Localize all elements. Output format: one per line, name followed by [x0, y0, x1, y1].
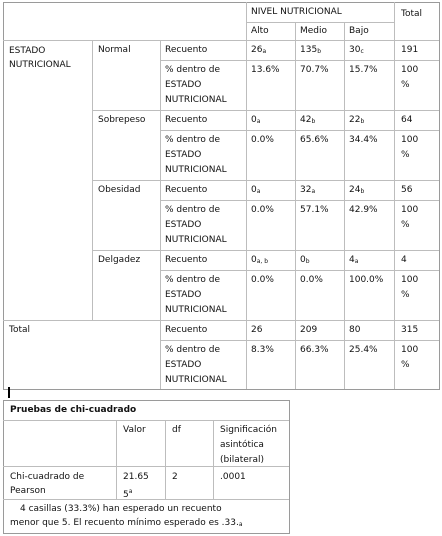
group-sobrepeso-count-2-value: 22: [349, 115, 361, 125]
group-normal-stat-pct-line1: % dentro de: [165, 65, 221, 75]
chi-header-sig-line1: Significación: [220, 425, 277, 435]
total-row-stat-pct-line3: NUTRICIONAL: [165, 375, 227, 385]
group-delgadez-stat-pct-line3: NUTRICIONAL: [165, 305, 227, 315]
group-delgadez-count-2-subscript: a: [354, 258, 359, 265]
total-row-count-1: 209: [300, 325, 318, 335]
grid-line: [394, 2, 395, 40]
grid-line: [92, 110, 439, 111]
chi-row-label-line1: Chi-cuadrado de: [10, 472, 85, 482]
grid-line: [92, 250, 439, 251]
chi-header-sig-line2: asintótica: [220, 440, 264, 450]
group-normal-stat-pct-line3: NUTRICIONAL: [165, 95, 227, 105]
chi-footnote-line2-subscript: a: [238, 521, 243, 528]
grid-line: [344, 40, 345, 389]
chi-header-valor: Valor: [123, 425, 146, 435]
grid-line: [160, 270, 439, 271]
chi-header-df: df: [172, 425, 181, 435]
grid-line: [3, 420, 289, 421]
grid-line: [246, 40, 247, 389]
text-cursor: [8, 387, 10, 398]
group-normal-count-0-value: 26: [251, 45, 263, 55]
group-delgadez-stat-pct-line1: % dentro de: [165, 275, 221, 285]
chi-valor-line2-subscript: a: [128, 488, 133, 495]
group-obesidad-pct-0: 0.0%: [251, 205, 274, 215]
grid-line: [246, 22, 394, 23]
row-variable-label-line1: ESTADO: [9, 46, 46, 56]
group-label-obesidad: Obesidad: [98, 185, 141, 195]
chi-footnote-line2-value: menor que 5. El recuento mínimo esperado es .33.: [10, 518, 239, 528]
group-normal-stat-pct-line2: ESTADO: [165, 80, 202, 90]
total-row-count-2: 80: [349, 325, 361, 335]
grid-line: [160, 40, 161, 389]
header-bajo: Bajo: [349, 26, 369, 36]
group-delgadez-count-1: [300, 253, 310, 269]
total-row-stat-pct-line2: ESTADO: [165, 360, 202, 370]
group-obesidad-stat-pct-line3: NUTRICIONAL: [165, 235, 227, 245]
chi-valor-line2: [123, 484, 132, 503]
header-nivel-nutricional: NIVEL NUTRICIONAL: [251, 7, 342, 17]
group-normal-count-1-value: 135: [300, 45, 318, 55]
group-normal-pct-1: 70.7%: [300, 65, 329, 75]
group-delgadez-pct-1: 0.0%: [300, 275, 323, 285]
chi-square-title: Pruebas de chi-cuadrado: [10, 405, 137, 415]
group-normal-count-2-subscript: c: [360, 48, 364, 55]
group-delgadez-count-0: [251, 253, 268, 269]
group-sobrepeso-pct-0: 0.0%: [251, 135, 274, 145]
group-delgadez-count-2-value: 4: [349, 255, 355, 265]
group-label-normal: Normal: [98, 45, 131, 55]
total-row-pct-2: 25.4%: [349, 345, 378, 355]
chi-df-value: 2: [172, 472, 178, 482]
group-delgadez-count-0-value: 0: [251, 255, 257, 265]
row-variable-label-line2: NUTRICIONAL: [9, 60, 71, 70]
group-delgadez-count-1-subscript: b: [305, 258, 310, 265]
group-obesidad-pct-2: 42.9%: [349, 205, 378, 215]
grid-line: [116, 420, 117, 499]
total-row-pct-total-line1: 100: [401, 345, 419, 355]
group-sobrepeso-count-1-value: 42: [300, 115, 312, 125]
group-delgadez-count-1-value: 0: [300, 255, 306, 265]
group-sobrepeso-pct-2: 34.4%: [349, 135, 378, 145]
group-normal-count-2-value: 30: [349, 45, 361, 55]
grid-line: [295, 22, 296, 40]
group-obesidad-count-0-subscript: a: [256, 188, 261, 195]
group-obesidad-count-1: [300, 183, 315, 199]
group-delgadez-count-0-subscript: a, b: [256, 258, 269, 265]
group-sobrepeso-count-0-value: 0: [251, 115, 257, 125]
group-sobrepeso-stat-pct-line2: ESTADO: [165, 150, 202, 160]
header-medio: Medio: [300, 26, 328, 36]
chi-valor-line1: 21.65: [123, 472, 149, 482]
group-obesidad-count-total: 56: [401, 185, 413, 195]
group-obesidad-count-1-value: 32: [300, 185, 312, 195]
group-normal-count-2: [349, 43, 364, 59]
total-row-pct-total-line2: %: [401, 360, 410, 370]
grid-line: [213, 420, 214, 499]
group-sobrepeso-count-1-subscript: b: [311, 118, 316, 125]
group-delgadez-stat-pct-line2: ESTADO: [165, 290, 202, 300]
header-total: Total: [401, 9, 423, 19]
group-obesidad-count-0-value: 0: [251, 185, 257, 195]
group-normal-pct-total-line2: %: [401, 80, 410, 90]
grid-line: [344, 22, 345, 40]
grid-line: [394, 40, 395, 389]
total-row-stat-pct-line1: % dentro de: [165, 345, 221, 355]
grid-line: [3, 40, 439, 41]
total-row-count-0: 26: [251, 325, 263, 335]
group-sobrepeso-count-1: [300, 113, 315, 129]
grid-line: [3, 499, 289, 500]
group-sobrepeso-stat-pct-line3: NUTRICIONAL: [165, 165, 227, 175]
chi-row-label-line2: Pearson: [10, 486, 46, 496]
group-delgadez-pct-2: 100.0%: [349, 275, 384, 285]
grid-line: [160, 200, 439, 201]
grid-line: [160, 60, 439, 61]
group-delgadez-pct-total-line2: %: [401, 290, 410, 300]
group-normal-count-1: [300, 43, 321, 59]
group-label-sobrepeso: Sobrepeso: [98, 115, 146, 125]
group-normal-stat-count: Recuento: [165, 45, 208, 55]
grid-line: [92, 180, 439, 181]
group-obesidad-pct-1: 57.1%: [300, 205, 329, 215]
total-row-count-total: 315: [401, 325, 419, 335]
group-obesidad-pct-total-line1: 100: [401, 205, 419, 215]
group-obesidad-stat-count: Recuento: [165, 185, 208, 195]
group-delgadez-pct-total-line1: 100: [401, 275, 419, 285]
total-row-pct-0: 8.3%: [251, 345, 274, 355]
group-normal-pct-total-line1: 100: [401, 65, 419, 75]
group-sobrepeso-count-0-subscript: a: [256, 118, 261, 125]
group-delgadez-stat-count: Recuento: [165, 255, 208, 265]
group-obesidad-count-2-value: 24: [349, 185, 361, 195]
group-sobrepeso-pct-1: 65.6%: [300, 135, 329, 145]
chi-sig-value: .0001: [220, 472, 246, 482]
chi-footnote-line1: 4 casillas (33.3%) han esperado un recuento: [20, 504, 222, 514]
group-delgadez-pct-0: 0.0%: [251, 275, 274, 285]
group-sobrepeso-pct-total-line2: %: [401, 150, 410, 160]
grid-line: [246, 2, 247, 40]
group-normal-count-1-subscript: b: [317, 48, 321, 55]
total-row-pct-1: 66.3%: [300, 345, 329, 355]
grid-line: [160, 130, 439, 131]
group-normal-count-0-subscript: a: [262, 48, 267, 55]
group-normal-count-total: 191: [401, 45, 419, 55]
chi-header-sig-line3: (bilateral): [220, 455, 265, 465]
group-delgadez-count-total: 4: [401, 255, 407, 265]
group-delgadez-count-2: [349, 253, 358, 269]
total-row-stat-count: Recuento: [165, 325, 208, 335]
grid-line: [295, 40, 296, 389]
group-obesidad-stat-pct-line2: ESTADO: [165, 220, 202, 230]
chi-footnote-line2: [10, 516, 243, 532]
chi-valor-line2-value: 5: [123, 490, 129, 500]
group-obesidad-count-1-subscript: a: [311, 188, 316, 195]
group-normal-pct-0: 13.6%: [251, 65, 280, 75]
group-sobrepeso-count-0: [251, 113, 260, 129]
group-sobrepeso-stat-pct-line1: % dentro de: [165, 135, 221, 145]
header-alto: Alto: [251, 26, 269, 36]
group-obesidad-stat-pct-line1: % dentro de: [165, 205, 221, 215]
group-label-delgadez: Delgadez: [98, 255, 141, 265]
grid-line: [160, 340, 439, 341]
group-sobrepeso-count-total: 64: [401, 115, 413, 125]
group-normal-count-0: [251, 43, 266, 59]
total-row-label: Total: [9, 325, 31, 335]
group-obesidad-count-0: [251, 183, 260, 199]
group-sobrepeso-stat-count: Recuento: [165, 115, 208, 125]
group-normal-pct-2: 15.7%: [349, 65, 378, 75]
group-obesidad-count-2: [349, 183, 364, 199]
group-sobrepeso-count-2: [349, 113, 364, 129]
grid-line: [3, 320, 439, 321]
group-obesidad-count-2-subscript: b: [360, 188, 365, 195]
group-obesidad-pct-total-line2: %: [401, 220, 410, 230]
group-sobrepeso-pct-total-line1: 100: [401, 135, 419, 145]
group-sobrepeso-count-2-subscript: b: [360, 118, 365, 125]
grid-line: [165, 420, 166, 499]
